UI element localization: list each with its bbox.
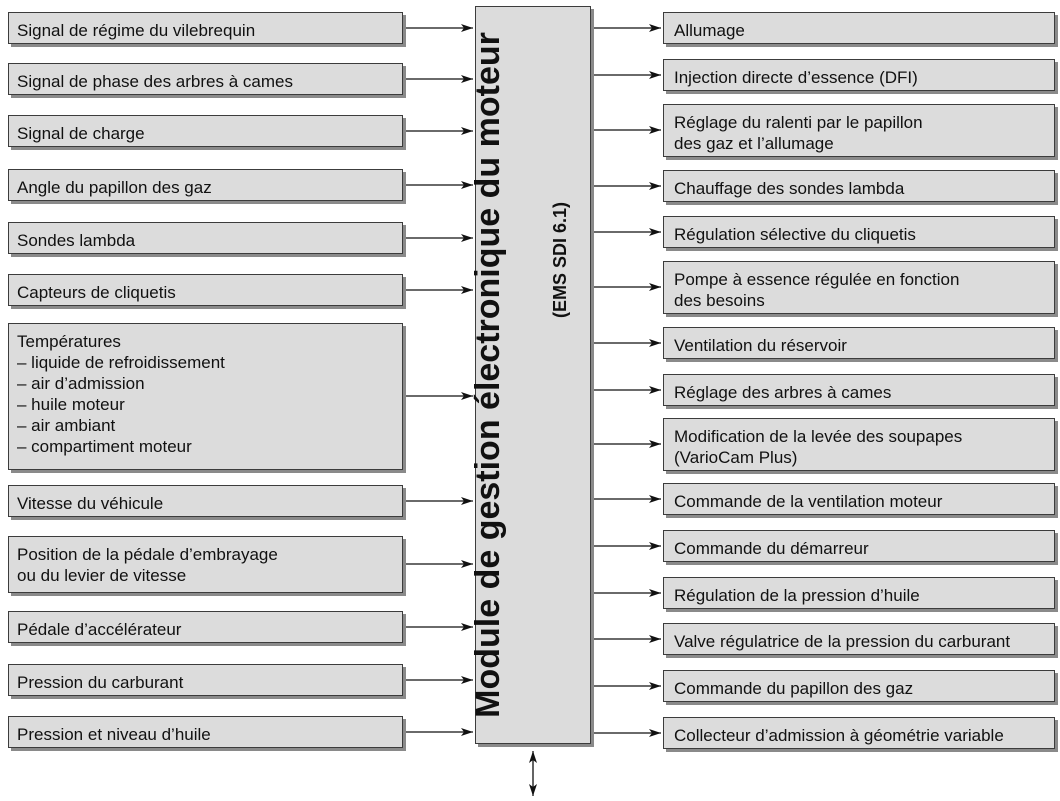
output-box: Valve régulatrice de la pression du carburant (663, 623, 1055, 655)
output-box: Commande du papillon des gaz (663, 670, 1055, 702)
module-subtitle: (EMS SDI 6.1) (550, 201, 570, 319)
module-title: Module de gestion électronique du moteur (469, 32, 507, 718)
output-box: Régulation sélective du cliquetis (663, 216, 1055, 248)
input-box: Signal de régime du vilebrequin (8, 12, 403, 44)
input-box: Signal de phase des arbres à cames (8, 63, 403, 95)
input-box: Angle du papillon des gaz (8, 169, 403, 201)
output-box: Régulation de la pression d’huile (663, 577, 1055, 609)
output-box: Commande du démarreur (663, 530, 1055, 562)
input-box: Pression du carburant (8, 664, 403, 696)
input-box: Sondes lambda (8, 222, 403, 254)
input-box: Position de la pédale d’embrayage ou du levier de vitesse (8, 536, 403, 593)
input-box: Pression et niveau d’huile (8, 716, 403, 748)
output-box: Réglage des arbres à cames (663, 374, 1055, 406)
input-box: Températures – liquide de refroidissement – air d’admission – huile moteur – air ambiant – compartiment moteur (8, 323, 403, 470)
input-box: Capteurs de cliquetis (8, 274, 403, 306)
output-box: Modification de la levée des soupapes (VarioCam Plus) (663, 418, 1055, 471)
output-box: Allumage (663, 12, 1055, 44)
output-box: Réglage du ralenti par le papillon des gaz et l’allumage (663, 104, 1055, 157)
output-box: Collecteur d’admission à géométrie variable (663, 717, 1055, 749)
input-box: Signal de charge (8, 115, 403, 147)
output-box: Injection directe d’essence (DFI) (663, 59, 1055, 91)
input-box: Vitesse du véhicule (8, 485, 403, 517)
output-box: Ventilation du réservoir (663, 327, 1055, 359)
input-box: Pédale d’accélérateur (8, 611, 403, 643)
output-box: Pompe à essence régulée en fonction des besoins (663, 261, 1055, 314)
output-box: Commande de la ventilation moteur (663, 483, 1055, 515)
output-box: Chauffage des sondes lambda (663, 170, 1055, 202)
